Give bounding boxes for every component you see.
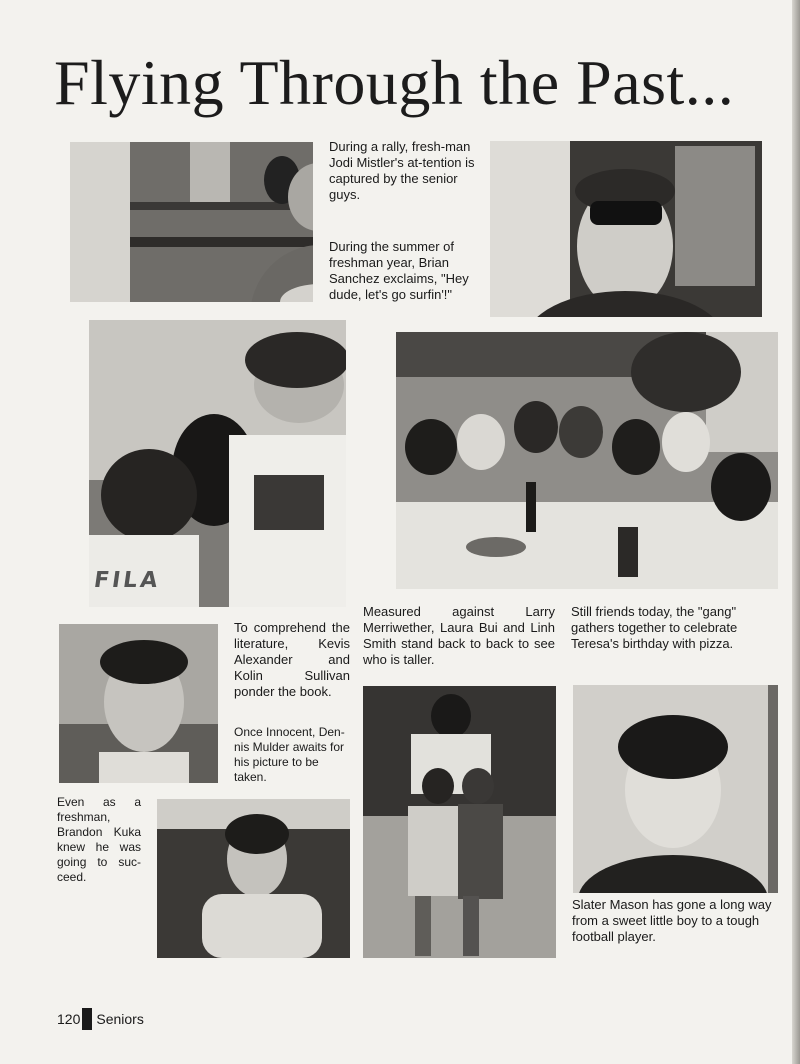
photo-rally — [70, 142, 313, 302]
caption-gang: Still friends today, the "gang" gathers together to celebrate Teresa's birthday with pizza. — [571, 604, 738, 651]
page-title: Flying Through the Past... — [54, 47, 735, 118]
photo-innocent — [59, 624, 218, 783]
caption-measured: Measured against Larry Merriwether, Laura Bui and Linh Smith stand back to back to see who is taller. — [363, 604, 555, 667]
caption-kuka: Even as a freshman, Brandon Kuka knew he was going to suc-ceed. — [57, 795, 141, 884]
photo-kuka — [157, 799, 350, 958]
photo-slater — [573, 685, 778, 893]
caption-rally: During a rally, fresh-man Jodi Mistler's at-tention is captured by the senior guys. — [329, 139, 475, 202]
page-number: 120 — [57, 1011, 81, 1027]
photo-measured — [363, 686, 556, 958]
photo-literature — [89, 320, 346, 607]
fila-shirt-text: FILA — [92, 568, 163, 593]
section-name: Seniors — [96, 1011, 144, 1027]
page-edge — [792, 0, 800, 1064]
photo-gang — [396, 332, 778, 589]
caption-slater: Slater Mason has gone a long way from a sweet little boy to a tough football player. — [572, 897, 772, 944]
caption-innocent: Once Innocent, Den-nis Mulder awaits for his picture to be taken. — [234, 725, 345, 784]
folio-bar — [82, 1008, 92, 1030]
folio — [57, 1008, 144, 1030]
caption-surfin: During the summer of freshman year, Brian Sanchez exclaims, "Hey dude, let's go surfin'!" — [329, 239, 469, 302]
caption-literature: To comprehend the literature, Kevis Alexander and Kolin Sullivan ponder the book. — [234, 620, 350, 699]
photo-surfin — [490, 141, 762, 317]
